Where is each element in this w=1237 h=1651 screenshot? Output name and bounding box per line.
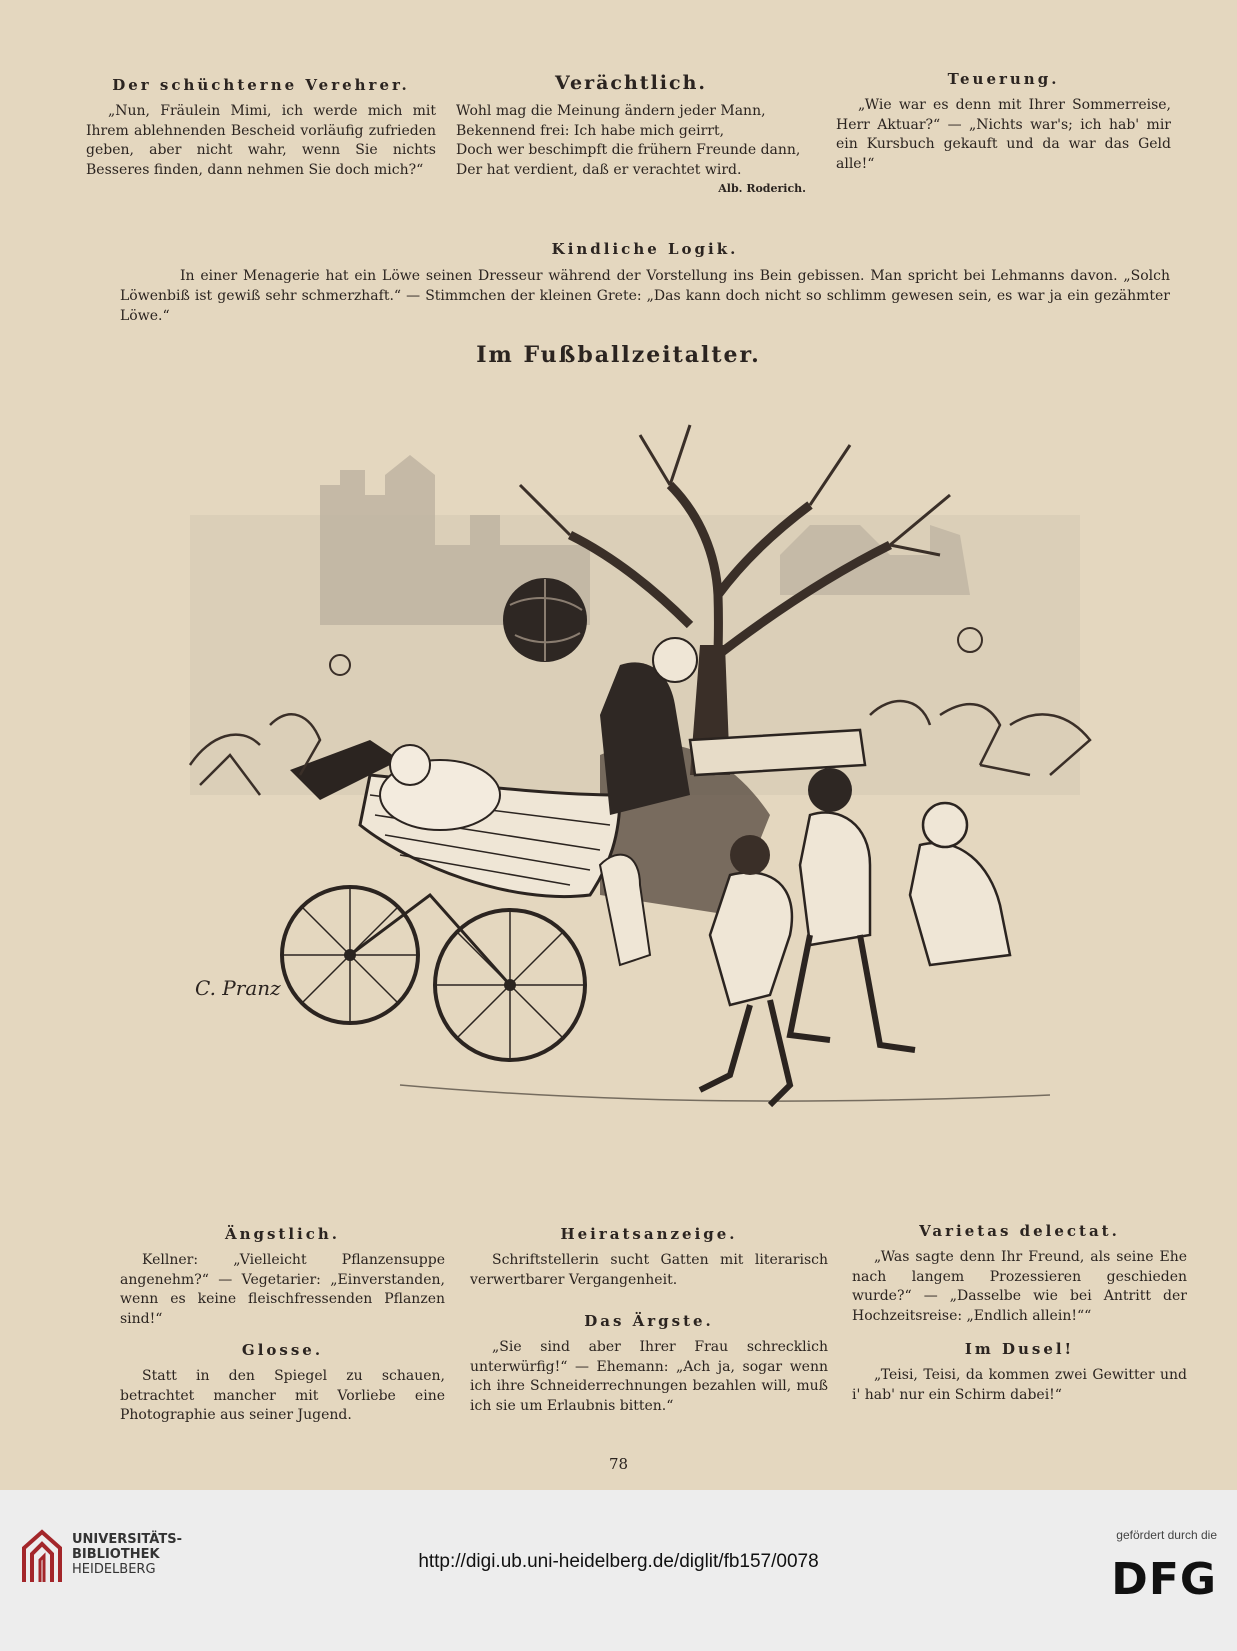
institution-line2: BIBLIOTHEK (72, 1547, 160, 1562)
text-childish-logic: In einer Menagerie hat ein Löwe seinen Dresseur während der Vorstellung ins Bein gebissen. Man spricht bei Lehmanns davon. „Solch Löwenbiß ist gewiß sehr schmerzhaft.“ — Stimmchen der kleinen Grete: „Das kann doch nicht so schlimm gewesen sein, es war ja ein gezähmter Löwe.“ (120, 268, 1170, 324)
heading-varietas: Varietas delectat. (919, 1222, 1120, 1240)
institution-line1: UNIVERSITÄTS- (72, 1532, 182, 1547)
heading-contemptible: Verächtlich. (555, 72, 707, 94)
heading-im-dusel: Im Dusel! (964, 1340, 1075, 1358)
column-bottom-left (120, 1225, 445, 1426)
heading-marriage-ad: Heiratsanzeige. (560, 1225, 738, 1243)
column-bottom-right (852, 1222, 1187, 1405)
author-roderich: Alb. Roderich. (718, 182, 806, 195)
football-era-illustration (170, 395, 1110, 1180)
digitization-footer (0, 1490, 1237, 1651)
heading-gloss: Glosse. (241, 1341, 324, 1359)
heading-shy-admirer: Der schüchterne Verehrer. (112, 76, 410, 94)
institution-line3: HEIDELBERG (72, 1562, 156, 1577)
text-varietas: „Was sagte denn Ihr Freund, als seine Ehe nach langem Prozessieren geschieden wurde?“ — „Dasselbe wie bei Antritt der Hochzeitsreise: „Endlich allein!““ (852, 1249, 1187, 1324)
heading-childish-logic: Kindliche Logik. (551, 240, 739, 258)
poem-contemptible (456, 72, 806, 195)
text-marriage-ad: Schriftstellerin sucht Gatten mit literarisch verwertbarer Vergangenheit. (470, 1252, 828, 1288)
article-childish-logic (120, 240, 1170, 326)
verse-contemptible: Wohl mag die Meinung ändern jeder Mann, Bekennend frei: Ich habe mich geirrt, Doch wer beschimpft die frühern Freunde dann, Der hat verdient, daß er verachtet wird. (456, 103, 801, 178)
dfg-logo[interactable]: DFG (1111, 1554, 1217, 1605)
artist-signature: C. Pranz (195, 976, 281, 1000)
page-number: 78 (608, 1455, 629, 1473)
text-shy-admirer: „Nun, Fräulein Mimi, ich werde mich mit Ihrem ablehnenden Bescheid vorläufig zufrieden geben, aber nicht wahr, wenn Sie nichts Besseres finden, dann nehmen Sie doch mich?“ (86, 103, 436, 178)
heading-anxious: Ängstlich. (224, 1225, 341, 1243)
illustration-title: Im Fußballzeitalter. (476, 342, 761, 368)
column-bottom-middle (470, 1225, 828, 1416)
heading-worst: Das Ärgste. (584, 1312, 714, 1330)
text-anxious: Kellner: „Vielleicht Pflanzensuppe angenehm?“ — Vegetarier: „Einverstanden, wenn es keine fleischfressenden Pflanzen sind!“ (120, 1252, 445, 1327)
text-im-dusel: „Teisi, Teisi, da kommen zwei Gewitter und i' hab' nur ein Schirm dabei!“ (852, 1367, 1187, 1403)
heading-inflation: Teuerung. (947, 70, 1060, 88)
text-gloss: Statt in den Spiegel zu schauen, betrachtet mancher mit Vorliebe eine Photographie aus seiner Jugend. (120, 1368, 445, 1423)
article-shy-admirer (86, 76, 436, 180)
article-inflation (836, 70, 1171, 174)
text-worst: „Sie sind aber Ihrer Frau schrecklich unterwürfig!“ — Ehemann: „Ach ja, sogar wenn ich ihre Schneiderrechnungen bezahlen will, muß ich sie um Erlaubnis bitten.“ (470, 1339, 828, 1414)
text-inflation: „Wie war es denn mit Ihrer Sommerreise, Herr Aktuar?“ — „Nichts war's; ich hab' mir ein Kursbuch gekauft und da war das Geld alle!“ (836, 97, 1171, 172)
funded-by-label: gefördert durch die (1116, 1528, 1217, 1542)
source-url-link[interactable]: http://digi.ub.uni-heidelberg.de/diglit/fb157/0078 (418, 1551, 819, 1572)
